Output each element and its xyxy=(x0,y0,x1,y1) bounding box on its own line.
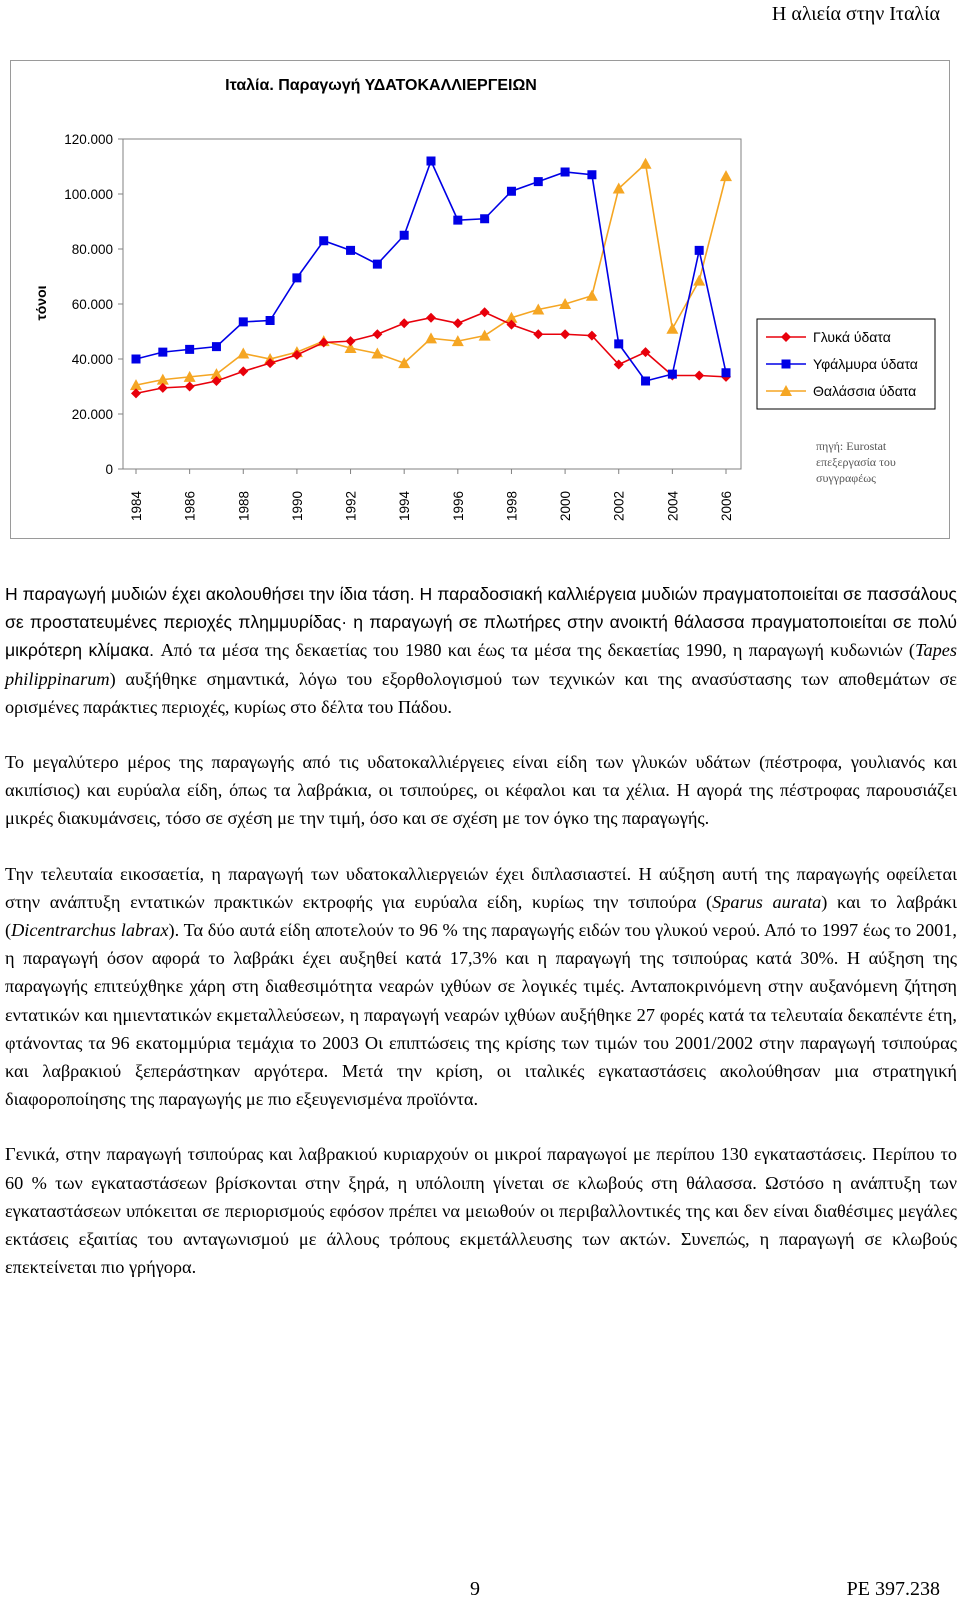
data-point xyxy=(586,290,598,301)
paragraph-freshwater: Το μεγαλύτερο μέρος της παραγωγής από τις υδατοκαλλιέργειες είναι είδη των γλυκών υδάτων (πέστροφα, γουλιανός και ακιπίσιος) και ευρύαλα είδη, όπως τα λαβράκια, οι τσιπούρες, οι κέφαλοι και τα χέλια. Η αγορά της πέστροφας παρουσιάζει μικρές διακυμάνσεις, τόσο σε σχέση με την τιμή, όσο και σε σχέση με τον όγκο της παραγωγής. xyxy=(5,752,957,829)
source-line-2: επεξεργασία του xyxy=(816,455,896,469)
y-tick-label: 120.000 xyxy=(64,132,113,147)
data-point xyxy=(693,275,705,286)
data-point xyxy=(507,187,516,196)
y-tick-label: 20.000 xyxy=(71,407,113,422)
y-axis-label: τόνοι xyxy=(33,285,49,321)
p1-part-b: Από τα μέσα της δεκαετίας του 1980 και έως τα μέσα της δεκαετίας 1990, η παραγωγή κυδωνιών ( xyxy=(160,640,915,661)
data-point xyxy=(534,177,543,186)
x-tick-label: 2000 xyxy=(558,490,574,522)
data-point xyxy=(694,371,704,381)
data-point xyxy=(238,366,248,376)
document-reference: PE 397.238 xyxy=(846,1578,940,1600)
data-point xyxy=(453,216,462,225)
legend-label: Γλυκά ύδατα xyxy=(813,329,891,345)
data-point xyxy=(372,329,382,339)
x-tick-label: 2004 xyxy=(665,490,681,522)
p3-part-c: ). Τα δύο αυτά είδη αποτελούν το 96 % της παραγωγής ειδών του γλυκού νερού. Από το 1997 έως το 2001, η παραγωγή όσον αφορά το λαβράκι έχει αυξηθεί κατά 17,3% και η παραγωγή της τσιπούρας κατά 30%. Η αύξηση της παραγωγής επιτεύχθηκε χάρη στη διαθεσιμότητα νεαρών ιχθύων σε λογικές τιμές. Ανταποκρινόμενη στην αυξανόμενη ζήτηση εντατικών και ημιεντατικών εκμεταλλεύσεων, η παραγωγή νεαρών ιχθύων αυξήθηκε 27 φορές κατά τα τελευταία δεκαπέντε έτη, φτάνοντας τα 96 εκατομμύρια τεμάχια το 2003 Οι επιπτώσεις της κρίσης των τιμών του 2001/2002 στην παραγωγή τσιπούρας και λαβρακιού ξεπεράστηκαν αργότερα. Μετά την κρίση, οι ιταλικές εγκαταστάσεις ακολούθησαν μια στρατηγική διαφοροποίησης της παραγωγής με πιο εξευγενισμένα προϊόντα. xyxy=(5,920,957,1110)
p3-part-a: Την τελευταία εικοσαετία, η παραγωγή των υδατοκαλλιεργειών έχει διπλασιαστεί. Η αύξηση αυτή της παραγωγής οφείλεται στην ανάπτυξη εντατικών πρακτικών εκτροφής για ευρύαλα είδη, κυρίως την τσιπούρα ( xyxy=(5,863,957,912)
data-point xyxy=(212,342,221,351)
series-2 xyxy=(130,158,732,390)
data-point xyxy=(400,231,409,240)
source-line-1: πηγή: Eurostat xyxy=(816,439,887,453)
y-tick-label: 40.000 xyxy=(71,352,113,367)
legend-label: Υφάλμυρα ύδατα xyxy=(813,356,918,372)
data-point xyxy=(158,348,167,357)
data-point xyxy=(668,370,677,379)
data-point xyxy=(266,316,275,325)
data-point xyxy=(587,170,596,179)
data-point xyxy=(427,157,436,166)
running-header: Η αλιεία στην Ιταλία xyxy=(771,3,940,25)
y-tick-label: 0 xyxy=(105,462,113,477)
series-line xyxy=(136,164,726,385)
data-point xyxy=(453,318,463,328)
data-point xyxy=(373,260,382,269)
x-tick-label: 1986 xyxy=(182,490,198,522)
x-tick-label: 1990 xyxy=(289,490,305,522)
data-point xyxy=(720,170,732,181)
legend-swatch-marker xyxy=(782,360,791,369)
y-tick-label: 80.000 xyxy=(71,242,113,257)
data-point xyxy=(640,158,652,169)
p1-italic-species: Tapes philippinarum xyxy=(5,640,957,689)
source-line-3: συγγραφέως xyxy=(816,471,876,485)
y-tick-label: 100.000 xyxy=(64,187,113,202)
legend-label: Θαλάσσια ύδατα xyxy=(813,383,917,399)
data-point xyxy=(185,382,195,392)
data-point xyxy=(237,348,249,359)
data-point xyxy=(479,330,491,341)
x-tick-label: 1988 xyxy=(236,490,252,522)
paragraph-mussels xyxy=(5,580,957,721)
data-point xyxy=(666,323,678,334)
data-point xyxy=(560,329,570,339)
data-point xyxy=(185,345,194,354)
series-1 xyxy=(132,157,731,386)
plot-area xyxy=(123,139,741,469)
data-point xyxy=(722,368,731,377)
y-tick-label: 60.000 xyxy=(71,297,113,312)
data-point xyxy=(641,377,650,386)
data-point xyxy=(480,214,489,223)
data-point xyxy=(480,307,490,317)
p1-part-a: Η παραγωγή μυδιών έχει ακολουθήσει την ίδια τάση. Η παραδοσιακή καλλιέργεια μυδιών πραγματοποιείται σε πασσάλους σε προστατευμένες περιοχές πλημμυρίδας· η παραγωγή σε πλωτήρες στην ανοικτή θάλασσα πραγματοποιείται σε πολύ μικρότερη κλίμακα. xyxy=(5,584,957,661)
page-number: 9 xyxy=(470,1578,480,1600)
data-point xyxy=(614,339,623,348)
data-point xyxy=(346,246,355,255)
data-point xyxy=(292,273,301,282)
body-text xyxy=(5,580,957,1308)
data-point xyxy=(425,332,437,343)
x-tick-label: 2006 xyxy=(719,490,734,522)
p3-part-b: ) και το λαβράκι ( xyxy=(5,891,957,941)
x-tick-label: 1984 xyxy=(129,490,144,522)
series-line xyxy=(136,161,726,381)
data-point xyxy=(319,236,328,245)
data-point xyxy=(533,329,543,339)
x-tick-label: 1994 xyxy=(397,490,413,522)
series-0 xyxy=(131,307,731,398)
x-tick-label: 2002 xyxy=(611,490,627,522)
series-line xyxy=(136,312,726,393)
data-point xyxy=(346,336,356,346)
data-point xyxy=(561,168,570,177)
data-point xyxy=(399,318,409,328)
p1-part-c: ) αυξήθηκε σημαντικά, λόγω του εξορθολογισμού των τεχνικών και της ανασύστασης των αποθεμάτων σε ορισμένες παράκτιες περιοχές, κυρίως στο δέλτα του Πάδου. xyxy=(5,668,957,717)
x-tick-label: 1992 xyxy=(343,490,359,522)
data-point xyxy=(132,355,141,364)
chart-frame xyxy=(10,60,950,539)
p3-italic-sparus: Sparus aurata xyxy=(712,891,822,912)
p3-italic-dicentrarchus: Dicentrarchus labrax xyxy=(11,920,169,941)
paragraph-production xyxy=(5,860,957,1114)
data-point xyxy=(239,317,248,326)
data-point xyxy=(426,313,436,323)
aquaculture-line-chart xyxy=(11,61,949,538)
x-tick-label: 1998 xyxy=(504,490,520,522)
data-point xyxy=(695,246,704,255)
x-tick-label: 1996 xyxy=(450,490,466,522)
paragraph-installations: Γενικά, στην παραγωγή τσιπούρας και λαβρακιού κυριαρχούν οι μικροί παραγωγοί με περίπου 130 εγκαταστάσεις. Περίπου το 60 % των εγκαταστάσεων βρίσκονται στην ξηρά, η υπόλοιπη γίνεται σε κλωβούς στη θάλασσα. Ωστόσο η ανάπτυξη των εγκαταστάσεων υπόκειται σε περιορισμούς εφόσον πρέπει να μειωθούν οι περιβαλλοντικές της και δεν είναι διαθέσιμες μεγάλες εκτάσεις εξαιτίας του ανταγωνισμού με άλλους τρόπους εκμετάλλευσης των ακτών. Συνεπώς, η παραγωγή σε κλωβούς επεκτείνεται πιο γρήγορα. xyxy=(5,1144,957,1278)
chart-title: Ιταλία. Παραγωγή ΥΔΑΤΟΚΑΛΛΙΕΡΓΕΙΩΝ xyxy=(225,77,537,94)
